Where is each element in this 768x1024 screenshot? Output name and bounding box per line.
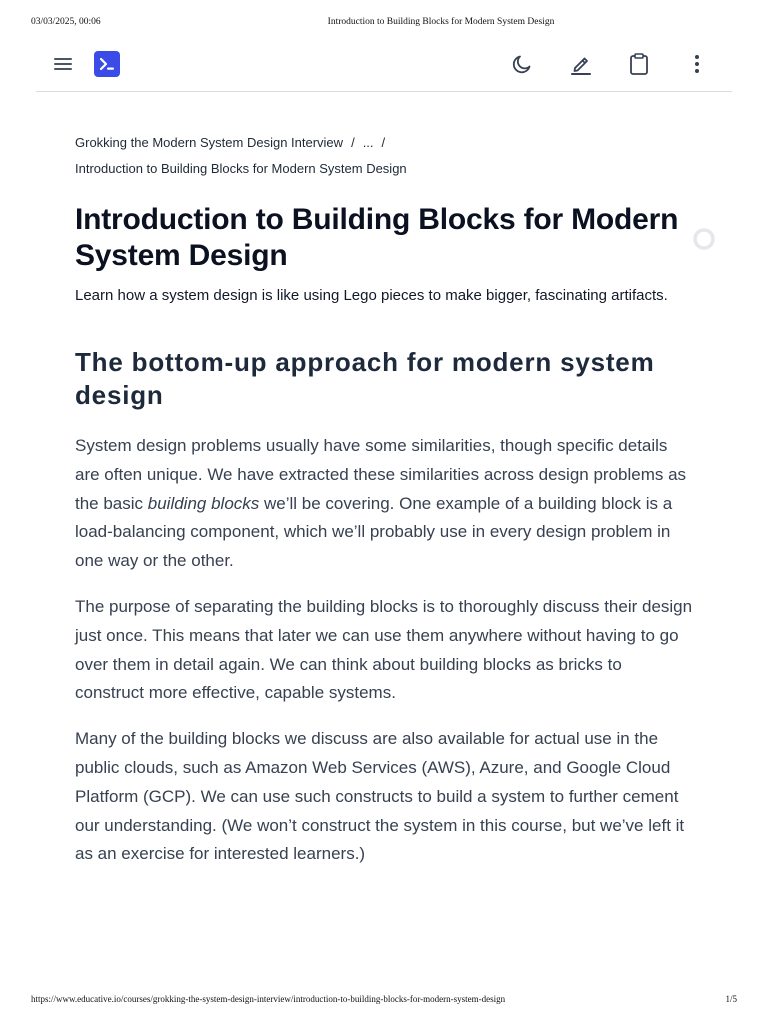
clipboard-button[interactable]	[625, 50, 653, 78]
more-vertical-icon	[693, 54, 701, 74]
breadcrumb-row	[75, 130, 700, 156]
terminal-prompt-icon[interactable]	[94, 51, 120, 77]
page-number: 1/5	[725, 994, 737, 1004]
print-header	[0, 17, 768, 31]
clipboard-icon	[628, 52, 650, 76]
breadcrumb-separator: /	[381, 135, 386, 150]
progress-ring-icon[interactable]	[692, 227, 716, 251]
lesson-subtitle: Learn how a system design is like using Lego pieces to make bigger, fascinating artifacts.	[75, 287, 668, 304]
theme-toggle-button[interactable]	[508, 50, 536, 78]
more-options-button[interactable]	[683, 50, 711, 78]
breadcrumb-ellipsis[interactable]: ...	[362, 135, 374, 150]
print-date: 03/03/2025, 00:06	[31, 17, 101, 27]
print-document-title: Introduction to Building Blocks for Modern System Design	[327, 17, 555, 27]
breadcrumb-current: Introduction to Building Blocks for Modern System Design	[75, 161, 407, 176]
top-toolbar	[36, 44, 732, 92]
breadcrumb-course-link[interactable]: Grokking the Modern System Design Interview	[75, 135, 344, 150]
pen-icon	[569, 52, 593, 76]
paragraph: The purpose of separating the building blocks is to thoroughly discuss their design just once. This means that later we can use them anywhere without having to go over them in detail again. We can think about building blocks as bricks to construct more effective, capable systems.	[75, 596, 693, 703]
emphasis-text: building blocks	[147, 493, 260, 513]
moon-icon	[511, 53, 533, 75]
print-footer	[0, 994, 768, 1008]
hamburger-menu-icon[interactable]	[49, 50, 77, 78]
breadcrumb-separator: /	[351, 135, 355, 150]
section-heading: The bottom-up approach for modern system design	[75, 347, 655, 410]
lesson-content	[75, 130, 700, 869]
page-title: Introduction to Building Blocks for Modern System Design	[75, 203, 679, 272]
paragraph: Many of the building blocks we discuss are also available for actual use in the public clouds, such as Amazon Web Services (AWS), Azure, and Google Cloud Platform (GCP). We can use such constructs to build a system to further cement our understanding. (We won’t construct the system in this course, but we’ve left it as an exercise for interested learners.)	[75, 729, 685, 864]
paragraph-text: System design problems usually have some similarities, though specific details are often unique. We have extracted these similarities across design problems as the basic	[75, 436, 687, 513]
breadcrumb	[75, 130, 700, 182]
paragraph-text: we’ll be covering. One example of a building block is a load-balancing component, which we’ll probably use in every design problem in one way or the other.	[75, 493, 673, 571]
highlight-button[interactable]	[567, 50, 595, 78]
paragraph	[75, 432, 695, 576]
page-url: https://www.educative.io/courses/grokking-the-system-design-interview/introduction-to-building-blocks-for-modern-system-design	[31, 994, 506, 1004]
